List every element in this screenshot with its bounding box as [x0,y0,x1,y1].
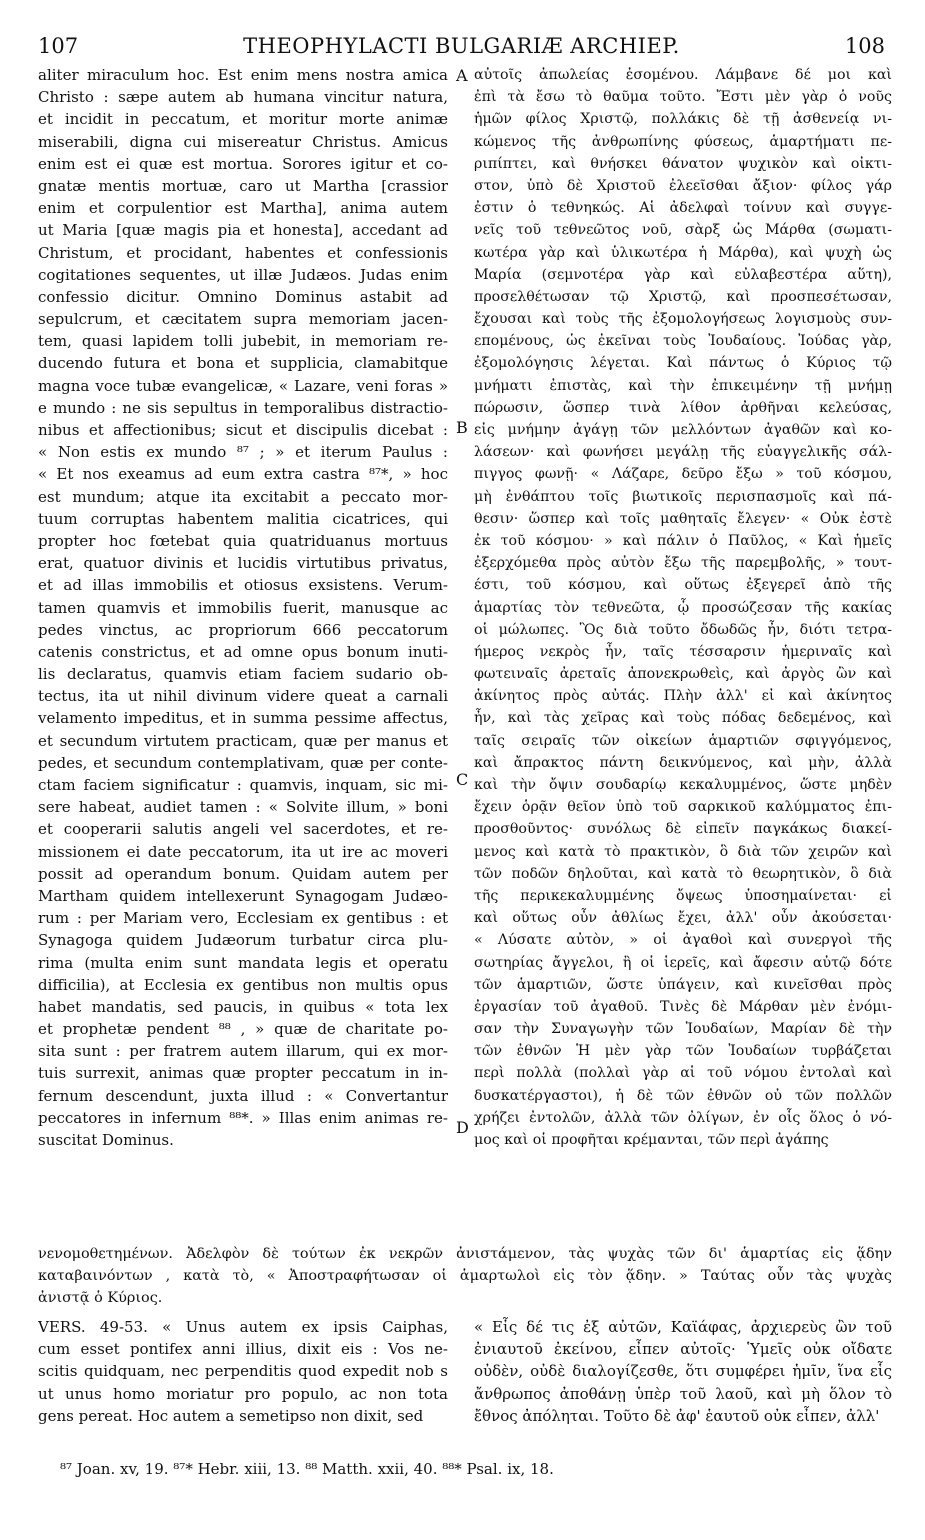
latin-text-line: aliter miraculum hoc. Est enim mens nostra amica [38,66,448,84]
greek-column [474,64,892,1151]
greek-text-line: ἐνιαυτοῦ ἐκείνου, εἶπεν αὐτοῖς· Ὑμεῖς οὐκ οἴδατε [474,1340,892,1359]
latin-text-line: ctam faciem significatur : quamvis, inquam, sic mi- [38,776,448,794]
greek-text-line: τῆς περικεκαλυμμένης ὄψεως ὑποσημαίνεται· εἰ [474,887,892,904]
latin-text-line: suscitat Dominus. [38,1131,174,1149]
latin-text-line: Christo : sæpe autem ab humana vincitur natura, [38,88,448,107]
greek-text-line: σαν τὴν Συναγωγὴν τῶν Ἰουδαίων, Μαρίαν δὲ τὴν [474,1021,892,1038]
latin-text-line: gnatæ mentis mortuæ, caro ut Martha [crassior [38,176,448,195]
greek-text-line: ταῖς σειραῖς τῶν οἰκείων ἁμαρτιῶν σφιγγόμενος, [474,732,892,749]
greek-text-line: μνήματι ἐπιστὰς, καὶ τὴν ἐπικειμένην τῇ μνήμῃ [474,377,892,394]
greek-text-line: θεσιν· ὥσπερ καὶ τοῖς μαθηταῖς ἔλεγεν· « Οὐκ ἐστὲ [474,510,892,527]
latin-text-line: lis declaratus, quamvis etiam faciem sudario ob- [38,665,448,684]
greek-text-line: τῶν ποδῶν δηλοῦται, καὶ κατὰ τὸ θεωρητικὸν, ὃ διὰ [474,865,892,882]
greek-text-line: δυσκατέργαστοι), ἡ δὲ τῶν ἐθνῶν οὐ τῶν πολλῶν [474,1087,892,1104]
latin-text-line: tamen quamvis et immobilis fuerit, manusque ac [38,598,448,617]
greek-text-line: ἡμῶν φίλος Χριστῷ, πολλάκις δὲ τῇ ἀσθενείᾳ νι- [474,111,892,128]
latin-text-line: sere habeat, audiet tamen : « Solvite illum, » boni [38,798,448,817]
greek-text-line: ἁμαρτίας τὸν τεθνεῶτα, ᾧ προσώζεσαν τῆς κακίας [474,599,892,616]
latin-text-line: magna voce tubæ evangelicæ, « Lazare, veni foras » [38,376,448,395]
latin-text-line: et prophetæ pendent ⁸⁸ , » quæ de charitate po- [38,1020,448,1039]
latin-column-continued [38,1316,448,1427]
page-number-right: 108 [844,34,885,58]
latin-text-line: miserabili, digna cui misereatur Christus. Amicus [38,132,448,151]
greek-text-line: χρήζει ἐντολῶν, ἀλλὰ τῶν ὀλίγων, ἐν οἷς ὅλος ὁ νό- [474,1109,892,1126]
latin-text-line: et incidit in peccatum, et moritur morte animæ [38,110,448,129]
greek-text-line: τῶν ἁμαρτιῶν, ὥστε ὑπάγειν, καὶ κινεῖσθαι πρὸς [474,976,892,993]
greek-text-line: καὶ ἄπρακτος πάντη δεικνύμενος, καὶ μὴν, ἀλλὰ [474,754,892,771]
latin-text-line: tuis surrexit, animas quæ propter peccatum in in- [38,1064,448,1083]
margin-marker-a: A [456,66,468,85]
margin-marker-c: C [456,770,469,789]
greek-text-line: επομένους, ὡς ἐκεῖναι τοὺς Ἰουδαίους. Ἰούδας γὰρ, [474,333,892,350]
latin-text-line: VERS. 49-53. « Unus autem ex ipsis Caiphas, [38,1318,448,1336]
latin-text-line: e mundo : ne sis sepultus in temporalibus distractio- [38,398,448,417]
greek-text-line: ριπίπτει, καὶ θνήσκει θάνατον ψυχικὸν καὶ οἰκτι- [474,155,892,172]
latin-text-line: peccatores in infernum ⁸⁸*. » Illas enim animas re- [38,1108,448,1127]
greek-text-line: σωτηρίας ἄγγελοι, ἢ οἱ ἱερεῖς, καὶ ἄφεσιν αὐτῷ δότε [474,954,892,971]
latin-text-line: erat, quatuor divinis et lucidis virtutibus privatus, [38,554,448,573]
latin-text-line: possit ad operandum bonum. Quidam autem per [38,864,448,883]
latin-text-line: cum esset pontifex anni illius, dixit eis : Vos ne- [38,1340,448,1359]
latin-text-line: ut unus homo moriatur pro populo, ac non tota [38,1384,448,1403]
greek-text-line: μὴ ἐνθάπτου τοῖς βιωτικοῖς περισπασμοῖς καὶ πά- [474,488,892,505]
greek-text-line: ἐξομολόγησις λέγεται. Καὶ πάντως ὁ Κύριος τῷ [474,355,892,372]
latin-text-line: ducendo futura et bona et supplicia, clamabitque [38,354,448,373]
latin-text-line: rum : per Mariam vero, Ecclesiam ex gentibus : et [38,909,448,928]
greek-text-line: ἦν, καὶ τὰς χεῖρας καὶ τοὺς πόδας δεδεμένος, καὶ [474,710,892,727]
greek-text-line: καὶ τὴν ὄψιν σουδαρίῳ κεκαλυμμένος, ὥστε μηδὲν [474,777,892,793]
greek-text-line: πιγγος φωνῇ· « Λάζαρε, δεῦρο ἔξω » τοῦ κόσμου, [474,466,892,483]
latin-text-line: « Et nos exeamus ad eum extra castra ⁸⁷*, » hoc [38,465,448,484]
greek-text-line: τῶν ἐθνῶν Ἡ μὲν γὰρ τῶν Ἰουδαίων τυρβάζεται [474,1043,892,1060]
greek-text-line: ήμερος νεκρὸς ἦν, ταῖς τέσσαρσιν ἡμεριναῖς καὶ [474,643,892,660]
greek-text-line: ἐργασίαν τοῦ ἀγαθοῦ. Τινὲς δὲ Μάρθαν μὲν ἐνόμι- [474,998,892,1015]
greek-text-line: ἐκ τοῦ κόσμου· » καὶ πάλιν ὁ Παῦλος, « Καὶ ἡμεῖς [474,532,892,549]
latin-text-line: et secundum virtutem practicam, quæ per manus et [38,731,448,750]
margin-marker-b: B [456,418,468,437]
latin-text-line: est mundum; atque ita excitabit a peccato mor- [38,487,448,506]
latin-text-line: propter hoc fœtebat quia quatriduanus mortuus [38,531,448,550]
latin-text-line: catenis constrictus, et ad omne opus bonum inuti- [38,642,448,661]
greek-text-line: οὐδὲν, οὐδὲ διαλογίζεσθε, ὅτι συμφέρει ἡμῖν, ἵνα εἷς [474,1362,892,1381]
latin-text-line: scitis quidquam, nec perpenditis quod expedit nob s [38,1362,448,1381]
latin-text-line: Martham quidem intellexerunt Synagogam Judæo- [38,886,448,905]
greek-text-line: ἐξερχόμεθα πρὸς αὐτὸν ἔξω τῆς παρεμβολῆς, » τουτ- [474,555,892,572]
greek-text-line: έστι, τοῦ κόσμου, καὶ οὕτως ἐξεγερεῖ ἀπὸ τῆς [474,577,892,594]
latin-text-line: velamento impeditus, et in summa pessime affectus, [38,709,448,728]
latin-text-line: tem, quasi lapidem tolli jubebit, in memoriam re- [38,332,448,351]
latin-text-line: et ad illas immobilis et otiosus exsistens. Verum- [38,576,448,595]
greek-column-continued [474,1316,892,1427]
greek-text-line: ἄνθρωπος ἀποθάνῃ ὑπὲρ τοῦ λαοῦ, καὶ μὴ ὅλον τὸ [474,1384,892,1403]
full-width-text-line: καταβαινόντων , κατὰ τὸ, « Ἀποστραφήτωσαν οἱ ἁμαρτωλοὶ εἰς τὸν ᾅδην. » Ταύτας οὖν τὰς ψυχὰς [38,1268,892,1285]
latin-text-line: ut Maria [quæ magis pia et honesta], accedant ad [38,221,448,240]
latin-text-line: sita sunt : per fratrem autem illarum, qui ex mor- [38,1042,448,1061]
latin-text-line: tectus, ita ut nihil divinum videre queat a carnali [38,687,448,706]
greek-text-line: προσθοῦντος· συνόλως δὲ εἰπεῖν παγκάκως διακεί- [474,821,892,838]
latin-text-line: habet mandatis, sed paucis, in quibus « tota lex [38,997,448,1016]
greek-text-line: περὶ πολλὰ (πολλαὶ γὰρ αἱ τοῦ νόμου ἐντολαὶ καὶ [474,1065,892,1082]
latin-text-line: gens pereat. Hoc autem a semetipso non dixit, sed [38,1406,424,1425]
greek-text-line: ἀκίνητος πρὸς αὐτάς. Πλὴν ἀλλ' εἰ καὶ ἀκίνητος [474,688,892,705]
greek-text-line: εἰς μνήμην ἀγάγῃ τῶν μελλόντων ἀγαθῶν καὶ κο- [474,422,892,438]
greek-text-line: Μαρία (σεμνοτέρα γὰρ καὶ εὐλαβεστέρα αὕτη), [474,266,892,283]
greek-text-line: ἔχουσαι καὶ τοὺς τῆς ἐξομολογήσεως λογισμοὺς συν- [474,311,892,328]
page-number-left: 107 [38,34,79,58]
greek-text-line: ἐστιν ὁ τεθνηκώς. Αἱ ἀδελφαὶ τοίνυν καὶ συγγε- [474,200,892,217]
latin-text-line: Synagoga quidem Judæorum turbatur circa plu- [38,931,448,950]
greek-text-line: κωτέρα γὰρ καὶ ὑλικωτέρα ἡ Μάρθα), καὶ ψυχὴ ὡς [474,244,892,261]
latin-text-line: pedes vinctus, ac propriorum 666 peccatorum [38,620,448,639]
latin-text-line: tuum corruptas habentem malitia cicatrices, qui [38,509,448,528]
greek-text-line: καὶ οὕτως οὖν ἀθλίως ἔχει, ἀλλ' οὖν ἀκούσεται· [474,910,892,927]
latin-text-line: nibus et affectionibus; sicut et discipulis dicebat : [38,421,448,439]
greek-text-line: στον, ὑπὸ δὲ Χριστοῦ ἐλεεῖσθαι ἄξιον· φίλος γάρ [474,177,892,194]
latin-text-line: confessio dicitur. Omnino Dominus astabit ad [38,287,448,306]
latin-column [38,64,448,1151]
latin-text-line: cogitationes sequentes, ut illæ Judæos. Judas enim [38,265,448,284]
running-title: THEOPHYLACTI BULGARIÆ ARCHIEP. [243,34,680,58]
greek-text-line: ἔθνος ἀπόληται. Τοῦτο δὲ ἀφ' ἑαυτοῦ οὐκ εἶπεν, ἀλλ' [474,1406,880,1425]
latin-text-line: et cooperarii salutis angeli vel sacerdotes, et re- [38,820,448,839]
running-header [38,34,885,60]
latin-text-line: rima (multa enim sunt mandata legis et operatu [38,953,448,972]
greek-text-line: φωτειναῖς ἀρεταῖς ἀπονεκρωθεὶς, καὶ ἀργὸς ὢν καὶ [474,666,892,683]
full-width-paragraph [38,1243,892,1310]
greek-text-line: νεῖς τοῦ τεθνεῶτος νοῦ, σὰρξ ὡς Μάρθα (σωματι- [474,222,892,239]
margin-marker-d: D [456,1118,469,1137]
latin-text-line: difficilia), at Ecclesia ex gentibus non multis opus [38,975,448,994]
latin-text-line: enim est ei quæ est mortua. Sorores igitur et co- [38,154,448,173]
full-width-text-line: νενομοθετημένων. Ἀδελφὸν δὲ τούτων ἐκ νεκρῶν ἀνιστάμενον, τὰς ψυχὰς τῶν δι' ἁμαρτίας εἰς ᾅδην [38,1246,892,1262]
greek-text-line: « Εἷς δέ τις ἐξ αὐτῶν, Καϊάφας, ἀρχιερεὺς ὢν τοῦ [474,1318,892,1336]
greek-text-line: μος καὶ οἱ προφῆται κρέμανται, τῶν περὶ ἀγάπης [474,1132,829,1148]
greek-text-line: πώρωσιν, ὥσπερ τινὰ λίθον ἀρθῆναι κελεύσας, [474,399,892,416]
footnotes: ⁸⁷ Joan. xv, 19. ⁸⁷* Hebr. xiii, 13. ⁸⁸ Matth. xxii, 40. ⁸⁸* Psal. ix, 18. [60,1460,554,1478]
greek-text-line: ἔχειν ὁρᾷν θεῖον ὑπὸ τοῦ σαρκικοῦ καλύμματος ἐπι- [474,799,892,816]
greek-text-line: αὐτοῖς ἀπωλείας ἐσομένου. Λάμβανε δέ μοι καὶ [474,67,892,83]
full-width-text-line: ἀνιστᾷ ὁ Κύριος. [38,1290,163,1307]
latin-text-line: missionem ei date peccatorum, ita ut ire ac moveri [38,842,448,861]
greek-text-line: προσελθέτωσαν τῷ Χριστῷ, καὶ προσπεσέτωσαν, [474,288,892,305]
greek-text-line: μενος καὶ κατὰ τὸ πρακτικὸν, ὃ διὰ τῶν χειρῶν καὶ [474,843,892,860]
latin-text-line: sepulcrum, et cæcitatem supra memoriam jacen- [38,310,448,329]
latin-text-line: « Non estis ex mundo ⁸⁷ ; » et iterum Paulus : [38,443,448,462]
greek-text-line: ἐπὶ τὰ ἔσω τὸ θαῦμα τοῦτο. Ἔστι μὲν γὰρ ὁ νοῦς [474,89,892,106]
greek-text-line: λάσεων· καὶ φωνήσει μεγάλῃ τῆς εὐαγγελικῆς σάλ- [474,444,892,461]
latin-text-line: Christum, et procidant, habentes et confessionis [38,243,448,262]
greek-text-line: οἱ μώλωπες. Ὃς διὰ τοῦτο ὄδωδῶς ἦν, διότι τετρα- [474,621,892,638]
greek-text-line: κώμενος τῆς ἀνθρωπίνης φύσεως, ἁμαρτήματι πε- [474,133,892,150]
latin-text-line: fernum descendunt, juxta illud : « Convertantur [38,1086,448,1105]
latin-text-line: enim et corpulentior est Martha], anima autem [38,199,448,218]
greek-text-line: « Λύσατε αὐτὸν, » οἱ ἀγαθοὶ καὶ συνεργοὶ τῆς [474,932,892,949]
latin-text-line: pedes, et secundum contemplativam, quæ per conte- [38,753,448,772]
